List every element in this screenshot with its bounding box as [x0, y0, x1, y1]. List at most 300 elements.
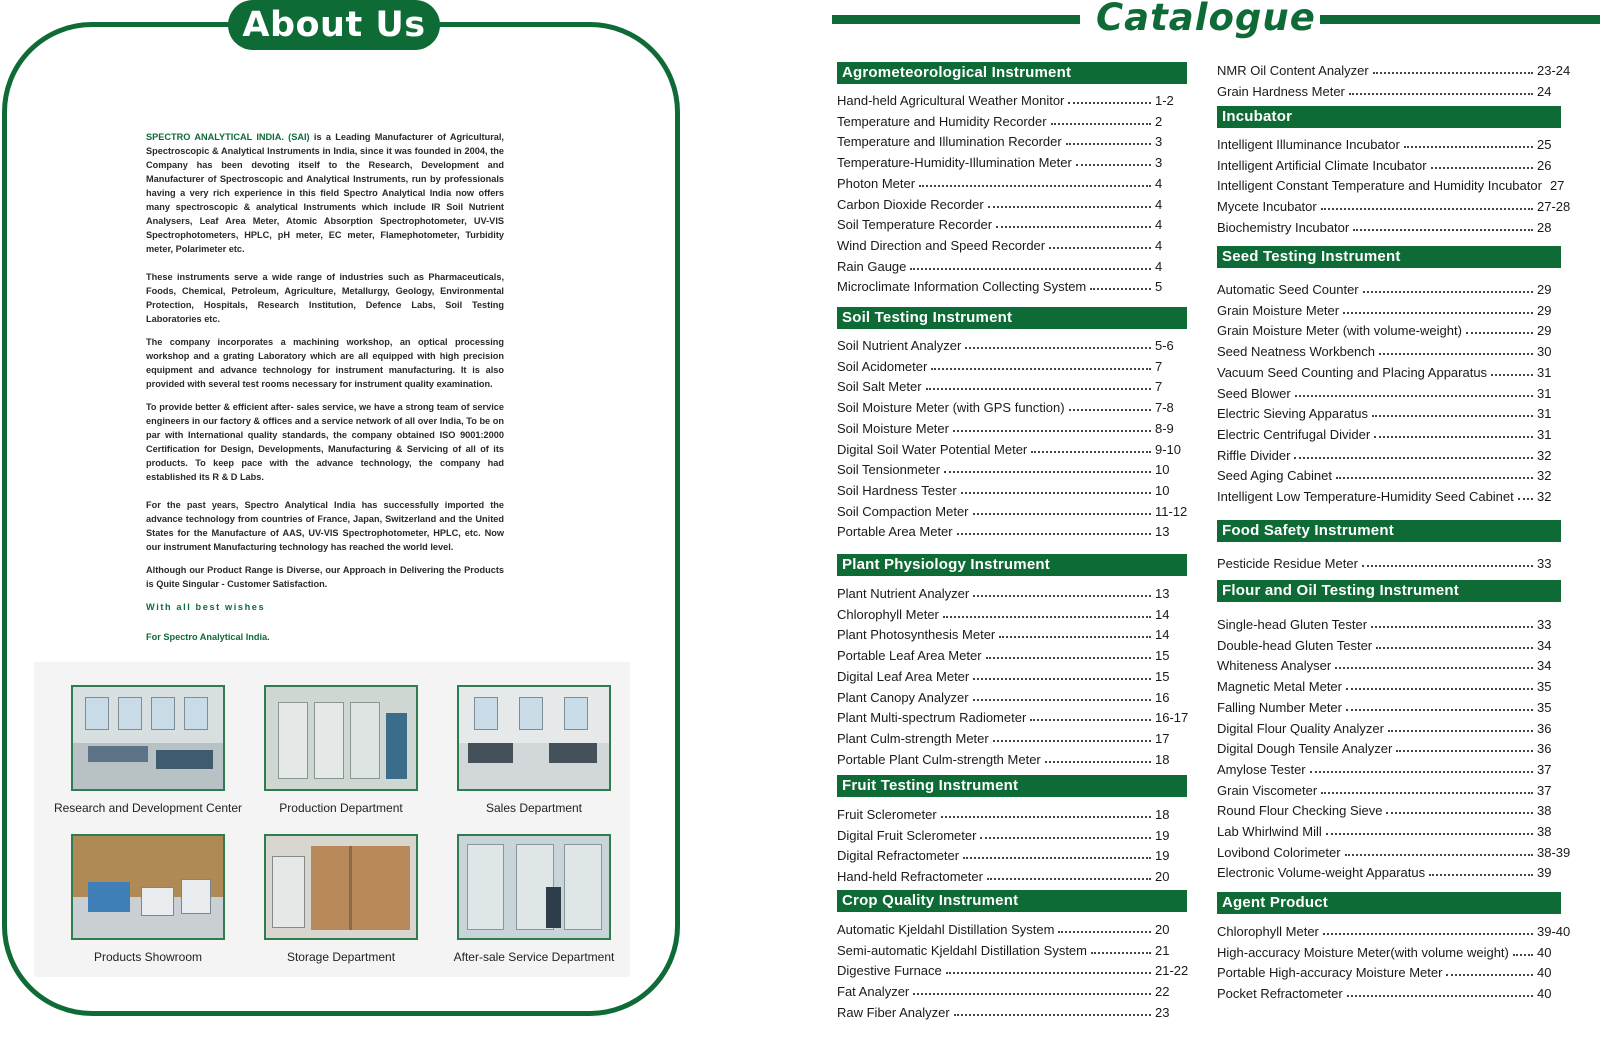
dot-leader: [1031, 451, 1151, 453]
catalogue-entry: [1217, 277, 1567, 297]
catalogue-entry-name: Mycete Incubator: [1217, 199, 1317, 215]
dot-leader: [980, 837, 1151, 839]
dot-leader: [1294, 457, 1533, 459]
catalogue-entry-page: 15: [1155, 648, 1170, 664]
catalogue-entry: [837, 622, 1191, 642]
catalogue-entry-page: 7-8: [1155, 400, 1174, 416]
about-us-text: [146, 130, 504, 653]
catalogue-entry-page: 11-12: [1155, 503, 1188, 519]
catalogue-entry: [837, 192, 1191, 212]
catalogue-entry-name: Digital Soil Water Potential Meter: [837, 441, 1028, 457]
dot-leader: [973, 595, 1151, 597]
catalogue-entry: [837, 1000, 1191, 1020]
catalogue-entry: [1217, 173, 1567, 193]
department-storage: [241, 834, 441, 964]
dot-leader: [1058, 931, 1151, 933]
dot-leader: [963, 857, 1151, 859]
catalogue-entry-page: 28: [1537, 219, 1552, 235]
dot-leader: [1295, 395, 1533, 397]
catalogue-entry-page: 29: [1537, 282, 1552, 297]
dot-leader: [1347, 995, 1533, 997]
catalogue-entry-name: Round Flour Checking Sieve: [1217, 803, 1383, 819]
catalogue-entry: [1217, 819, 1567, 839]
catalogue-entry-name: Temperature and Illumination Recorder: [837, 134, 1062, 150]
catalogue-entry-name: Digital Flour Quality Analyzer: [1217, 720, 1384, 736]
catalogue-entry-page: 35: [1537, 679, 1552, 695]
dot-leader: [1363, 291, 1533, 293]
dot-leader: [1431, 167, 1533, 169]
catalogue-entry: [1217, 736, 1567, 756]
catalogue-entry-page: 5-6: [1155, 338, 1174, 353]
catalogue-entry: [1217, 798, 1567, 818]
dot-leader: [1068, 102, 1151, 104]
catalogue-section-heading: Agent Product: [1217, 892, 1561, 914]
catalogue-section-heading: Plant Physiology Instrument: [837, 554, 1187, 576]
catalogue-entry-name: Grain Hardness Meter: [1217, 83, 1345, 99]
catalogue-entry: [1217, 940, 1567, 960]
catalogue-entry-name: Intelligent Low Temperature-Humidity Seed Cabinet: [1217, 489, 1514, 504]
catalogue-entry: [1217, 79, 1567, 99]
catalogue-entry-page: 23: [1155, 1004, 1170, 1020]
catalogue-entry-page: 31: [1537, 406, 1552, 422]
catalogue-entry: [1217, 318, 1567, 338]
catalogue-entry: [1217, 633, 1567, 653]
catalogue-entry: [1217, 860, 1567, 880]
catalogue-entry-name: Riffle Divider: [1217, 447, 1291, 463]
catalogue-entry-page: 27-28: [1537, 199, 1571, 215]
catalogue-entry: [1217, 132, 1567, 152]
catalogue-entry: [837, 705, 1191, 725]
dot-leader: [941, 816, 1151, 818]
catalogue-entry-name: Rain Gauge: [837, 258, 907, 274]
dot-leader: [961, 492, 1151, 494]
sales-photo: [457, 685, 611, 791]
dot-leader: [973, 513, 1152, 515]
catalogue-entry-page: 14: [1155, 606, 1170, 622]
dot-leader: [1429, 874, 1533, 876]
catalogue-entry: [1217, 463, 1567, 483]
about-paragraph-3: The company incorporates a machining workshop, an optical processing workshop and a grating Laboratory which are all equipped with high precision equipment and advance technology for instrument manufacturing. It is also provided with several test rooms necessary for instrument quality examination.: [146, 337, 504, 389]
catalogue-entry: [837, 109, 1191, 129]
catalogue-entry-name: Digital Leaf Area Meter: [837, 668, 970, 684]
catalogue-entry: [1217, 716, 1567, 736]
catalogue-entry: [1217, 401, 1567, 421]
catalogue-entry-name: Soil Moisture Meter: [837, 420, 949, 436]
catalogue-entry: [837, 726, 1191, 746]
catalogue-entry-page: 4: [1155, 196, 1163, 212]
dot-leader: [1321, 792, 1533, 794]
dot-leader: [946, 972, 1151, 974]
catalogue-entry: [1217, 551, 1567, 571]
dot-leader: [1518, 498, 1533, 500]
catalogue-entry-page: 15: [1155, 668, 1170, 684]
catalogue-entry-name: Fruit Sclerometer: [837, 807, 937, 822]
catalogue-entry-name: Digital Refractometer: [837, 848, 960, 864]
catalogue-entry-name: Biochemistry Incubator: [1217, 219, 1350, 235]
catalogue-entry-page: 9-10: [1155, 441, 1182, 457]
catalogue-rule-right: [1320, 15, 1600, 24]
dot-leader: [1066, 143, 1151, 145]
catalogue-entry-page: 21-22: [1155, 963, 1189, 979]
catalogue-entry-name: Falling Number Meter: [1217, 699, 1342, 715]
catalogue-entry: [837, 581, 1191, 601]
catalogue-entry-name: Hand-held Agricultural Weather Monitor: [837, 93, 1065, 108]
catalogue-entry: [1217, 981, 1567, 1001]
catalogue-entry-page: 21: [1155, 942, 1170, 958]
dot-leader: [1373, 72, 1533, 74]
catalogue-entry-name: Digital Fruit Sclerometer: [837, 827, 977, 843]
department-showroom: [48, 834, 248, 964]
catalogue-entry: [837, 254, 1191, 274]
catalogue-entry-page: 22: [1155, 984, 1170, 1000]
catalogue-entry-name: Chlorophyll Meter: [1217, 924, 1319, 939]
dot-leader: [1345, 854, 1533, 856]
dot-leader: [999, 636, 1151, 638]
dot-leader: [910, 268, 1151, 270]
catalogue-entry-name: Pocket Refractometer: [1217, 986, 1343, 1002]
catalogue-entry: [837, 685, 1191, 705]
catalogue-entry-page: 40: [1537, 986, 1552, 1002]
catalogue-entry-name: Portable Area Meter: [837, 524, 953, 540]
dot-leader: [965, 347, 1151, 349]
catalogue-entry-name: Wind Direction and Speed Recorder: [837, 237, 1046, 253]
catalogue-entry-page: 25: [1537, 137, 1552, 152]
catalogue-entry-page: 36: [1537, 741, 1552, 757]
department-caption: After-sale Service Department: [453, 950, 615, 964]
catalogue-entry: [1217, 381, 1567, 401]
catalogue-entry-name: Electric Sieving Apparatus: [1217, 406, 1369, 422]
storage-photo: [264, 834, 418, 940]
catalogue-entry-name: Whiteness Analyser: [1217, 658, 1332, 674]
dot-leader: [919, 185, 1151, 187]
catalogue-entry: [837, 333, 1191, 353]
dot-leader: [1388, 730, 1533, 732]
catalogue-entry-page: 32: [1537, 489, 1552, 504]
catalogue-entry: [837, 519, 1191, 539]
dot-leader: [1374, 436, 1533, 438]
catalogue-entry: [837, 129, 1191, 149]
catalogue-entry-name: Semi-automatic Kjeldahl Distillation System: [837, 942, 1087, 958]
catalogue-entry: [1217, 778, 1567, 798]
catalogue-entry: [1217, 194, 1571, 215]
catalogue-entry-name: Soil Hardness Tester: [837, 482, 957, 498]
dot-leader: [1049, 247, 1151, 249]
catalogue-entry-page: 38: [1537, 803, 1552, 819]
catalogue-entry-name: Hand-held Refractometer: [837, 869, 983, 885]
catalogue-entry-name: Temperature and Humidity Recorder: [837, 113, 1047, 129]
dot-leader: [1326, 833, 1533, 835]
catalogue-entry-page: 4: [1155, 217, 1163, 233]
dot-leader: [1336, 477, 1533, 479]
catalogue-entry: [1217, 215, 1567, 235]
dot-leader: [944, 471, 1151, 473]
catalogue-entry-page: 8-9: [1155, 420, 1174, 436]
catalogue-entry-name: Digital Dough Tensile Analyzer: [1217, 741, 1393, 757]
rd-center-photo: [71, 685, 225, 791]
dot-leader: [953, 430, 1151, 432]
catalogue-entry-name: Chlorophyll Meter: [837, 606, 939, 622]
department-caption: Production Department: [279, 801, 403, 815]
catalogue-entry: [837, 437, 1191, 457]
catalogue-entry: [1217, 153, 1567, 173]
dot-leader: [913, 993, 1151, 995]
catalogue-entry-name: Soil Tensionmeter: [837, 462, 941, 478]
dot-leader: [996, 226, 1151, 228]
department-production: [241, 685, 441, 815]
dot-leader: [954, 1014, 1151, 1016]
dot-leader: [1386, 812, 1533, 814]
catalogue-entry-name: Plant Culm-strength Meter: [837, 730, 989, 746]
catalogue-entry-name: Electric Centrifugal Divider: [1217, 426, 1371, 442]
dot-leader: [1346, 688, 1533, 690]
catalogue-entry-page: 29: [1537, 323, 1552, 339]
catalogue-entry-page: 31: [1537, 364, 1552, 380]
catalogue-section-heading: Agrometeorological Instrument: [837, 62, 1187, 84]
dot-leader: [1310, 771, 1533, 773]
catalogue-entry: [837, 802, 1191, 822]
catalogue-entry-name: Amylose Tester: [1217, 761, 1306, 777]
catalogue-entry: [837, 938, 1191, 958]
catalogue-entry: [1217, 443, 1567, 463]
catalogue-entry-page: 24: [1537, 83, 1552, 99]
catalogue-entry: [1217, 695, 1567, 715]
catalogue-entry-name: NMR Oil Content Analyzer: [1217, 63, 1369, 78]
catalogue-entry-name: Automatic Seed Counter: [1217, 282, 1359, 297]
dot-leader: [1404, 146, 1533, 148]
department-rd-center: [48, 685, 248, 815]
dot-leader: [1343, 312, 1533, 314]
catalogue-entry-page: 3: [1155, 155, 1163, 171]
about-paragraph-2: These instruments serve a wide range of industries such as Pharmaceuticals, Foods, Chemical, Petroleum, Agriculture, Metallurgy, Geology, Environmental Protection, Hospitals, Research Institution, Defence Labs, Soil Testing Laboratories etc.: [146, 272, 504, 324]
dot-leader: [1446, 974, 1533, 976]
company-name: SPECTRO ANALYTICAL INDIA. (SAI): [146, 132, 310, 142]
catalogue-entry-name: Soil Acidometer: [837, 358, 928, 374]
catalogue-entry-page: 7: [1155, 379, 1163, 395]
catalogue-entry-name: Seed Blower: [1217, 385, 1291, 401]
catalogue-entry-name: Soil Temperature Recorder: [837, 217, 993, 233]
dot-leader: [931, 368, 1151, 370]
catalogue-entry-page: 19: [1155, 827, 1170, 843]
dot-leader: [1091, 952, 1151, 954]
catalogue-entry-name: Soil Moisture Meter (with GPS function): [837, 400, 1065, 416]
dot-leader: [988, 206, 1151, 208]
catalogue-entry-name: Single-head Gluten Tester: [1217, 617, 1368, 632]
catalogue-entry-page: 4: [1155, 258, 1163, 274]
wishes-line: With all best wishes: [146, 602, 266, 612]
catalogue-entry-page: 34: [1537, 658, 1552, 674]
catalogue-entry: [837, 917, 1191, 937]
after-sale-photo: [457, 834, 611, 940]
catalogue-entry-page: 20: [1155, 869, 1170, 885]
catalogue-entry-name: Intelligent Artificial Climate Incubator: [1217, 157, 1427, 173]
catalogue-entry-name: Seed Neatness Workbench: [1217, 344, 1376, 360]
department-sales: [434, 685, 634, 815]
dot-leader: [1069, 409, 1151, 411]
catalogue-entry: [837, 823, 1191, 843]
catalogue-entry-page: 33: [1537, 556, 1552, 571]
catalogue-entry-name: Pesticide Residue Meter: [1217, 556, 1358, 571]
catalogue-entry-page: 1-2: [1155, 93, 1174, 108]
dot-leader: [987, 878, 1151, 880]
catalogue-entry-page: 3: [1155, 134, 1163, 150]
catalogue-entry-page: 5: [1155, 279, 1163, 295]
about-paragraph-6: Although our Product Range is Diverse, our Approach in Delivering the Products is Quite Singular - Customer Satisfaction.: [146, 565, 504, 589]
catalogue-entry-page: 10: [1155, 482, 1170, 498]
catalogue-entry-name: Portable Leaf Area Meter: [837, 648, 982, 664]
catalogue-entry-page: 31: [1537, 385, 1552, 401]
catalogue-entry-page: 7: [1155, 358, 1163, 374]
dot-leader: [1371, 626, 1533, 628]
catalogue-entry-name: Automatic Kjeldahl Distillation System: [837, 922, 1055, 937]
dot-leader: [957, 533, 1151, 535]
catalogue-entry-page: 38-39: [1537, 844, 1571, 860]
catalogue-entry: [837, 88, 1191, 108]
dot-leader: [1396, 750, 1533, 752]
dot-leader: [1362, 565, 1533, 567]
catalogue-entry-name: Seed Aging Cabinet: [1217, 468, 1332, 484]
catalogue-entry: [1217, 653, 1567, 673]
department-caption: Sales Department: [485, 801, 583, 815]
catalogue-entry-page: 27: [1549, 178, 1565, 194]
catalogue-entry-page: 19: [1155, 848, 1170, 864]
dot-leader: [1030, 719, 1151, 721]
about-us-title: About Us: [228, 0, 440, 50]
catalogue-entry-page: 4: [1155, 175, 1163, 191]
catalogue-entry-page: 26: [1537, 157, 1552, 173]
catalogue-entry: [1217, 484, 1567, 504]
catalogue-section-heading: Crop Quality Instrument: [837, 890, 1187, 912]
catalogue-entry: [837, 212, 1191, 232]
dot-leader: [943, 616, 1151, 618]
catalogue-entry-page: 16-17: [1155, 710, 1189, 726]
catalogue-entry-page: 13: [1155, 586, 1170, 601]
catalogue-entry-page: 40: [1537, 965, 1552, 981]
catalogue-entry: [837, 643, 1191, 663]
dot-leader: [1466, 332, 1533, 334]
dot-leader: [1090, 288, 1151, 290]
catalogue-entry-page: 29: [1537, 302, 1552, 318]
catalogue-entry: [837, 478, 1191, 498]
catalogue-section-heading: Incubator: [1217, 106, 1561, 128]
production-photo: [264, 685, 418, 791]
catalogue-entry-name: Intelligent Illuminance Incubator: [1217, 137, 1400, 152]
catalogue-entry: [1217, 298, 1567, 318]
catalogue-entry-page: 32: [1537, 447, 1552, 463]
catalogue-entry-name: Plant Nutrient Analyzer: [837, 586, 970, 601]
department-caption: Storage Department: [286, 950, 396, 964]
catalogue-entry-name: Magnetic Metal Meter: [1217, 679, 1342, 695]
dot-leader: [1376, 647, 1533, 649]
catalogue-entry-name: Lovibond Colorimeter: [1217, 844, 1341, 860]
catalogue-entry: [837, 354, 1191, 374]
dot-leader: [973, 678, 1151, 680]
catalogue-entry-page: 10: [1155, 462, 1170, 478]
showroom-photo: [71, 834, 225, 940]
catalogue-entry-name: Plant Photosynthesis Meter: [837, 627, 996, 643]
dot-leader: [1349, 93, 1533, 95]
dot-leader: [973, 699, 1151, 701]
catalogue-entry: [1217, 674, 1567, 694]
catalogue-entry: [837, 374, 1191, 394]
catalogue-entry-page: 40: [1537, 944, 1552, 960]
catalogue-entry-page: 39: [1537, 865, 1552, 881]
catalogue-entry-name: Microclimate Information Collecting System: [837, 279, 1087, 295]
dot-leader: [1323, 933, 1533, 935]
catalogue-entry-name: Fat Analyzer: [837, 984, 910, 1000]
catalogue-entry-name: Double-head Gluten Tester: [1217, 637, 1373, 653]
catalogue-entry-page: 14: [1155, 627, 1170, 643]
dot-leader: [1513, 954, 1533, 956]
department-caption: Research and Development Center: [53, 801, 243, 815]
catalogue-entry: [1217, 339, 1567, 359]
dot-leader: [926, 388, 1151, 390]
catalogue-entry: [1217, 360, 1567, 380]
catalogue-entry: [1217, 757, 1567, 777]
catalogue-entry: [1217, 612, 1567, 632]
catalogue-entry-page: 16: [1155, 689, 1170, 705]
catalogue-entry-name: Electronic Volume-weight Apparatus: [1217, 865, 1426, 881]
dot-leader: [1321, 208, 1533, 210]
catalogue-entry-page: 35: [1537, 699, 1552, 715]
catalogue-entry-name: Photon Meter: [837, 175, 916, 191]
catalogue-entry-page: 18: [1155, 807, 1170, 822]
department-caption: Products Showroom: [93, 950, 203, 964]
dot-leader: [1045, 761, 1151, 763]
catalogue-entry: [1217, 422, 1567, 442]
dot-leader: [1379, 353, 1533, 355]
catalogue-entry-page: 30: [1537, 344, 1552, 360]
about-paragraph-4: To provide better & efficient after- sales service, we have a strong team of service engineers in our factory & offices and a service network of all over India, To be on par with International quality standards, the company obtained ISO 9001:2000 Certification for Design, Developments, Manufacturing & Servicing of all of its products. To keep pace with the advance technology, the company had established its R & D Labs.: [146, 402, 504, 482]
dot-leader: [986, 657, 1151, 659]
about-paragraph-5: For the past years, Spectro Analytical India has successfully imported the advance technology from countries of France, Japan, Switzerland and the United States for the Manufacture of AAS, UV-VIS Spectrophotometer, HPLC, etc. Now our instrument Manufacturing technology has reached the world level.: [146, 500, 504, 552]
catalogue-entry-page: 13: [1155, 524, 1170, 540]
catalogue-entry-page: 34: [1537, 637, 1552, 653]
catalogue-entry-name: Grain Moisture Meter: [1217, 302, 1340, 318]
catalogue-entry-page: 37: [1537, 761, 1552, 777]
catalogue-entry-page: 36: [1537, 720, 1552, 736]
catalogue-entry-name: Digestive Furnace: [837, 963, 942, 979]
signoff-line: For Spectro Analytical India.: [146, 632, 270, 642]
catalogue-entry: [1217, 58, 1571, 78]
catalogue-entry-page: 20: [1155, 922, 1170, 937]
dot-leader: [1353, 229, 1533, 231]
catalogue-rule-left: [832, 15, 1080, 24]
catalogue-section-heading: Fruit Testing Instrument: [837, 775, 1187, 797]
catalogue-entry: [837, 664, 1191, 684]
catalogue-entry: [837, 747, 1191, 767]
catalogue-entry: [837, 843, 1191, 863]
catalogue-entry-name: Raw Fiber Analyzer: [837, 1004, 950, 1020]
catalogue-entry-name: Carbon Dioxide Recorder: [837, 196, 984, 212]
catalogue-entry-name: High-accuracy Moisture Meter(with volume weight): [1217, 944, 1509, 960]
department-after-sale: [434, 834, 634, 964]
catalogue-entry-page: 39-40: [1537, 924, 1571, 939]
catalogue-entry: [1217, 960, 1567, 980]
dot-leader: [1076, 164, 1151, 166]
catalogue-entry-page: 37: [1537, 782, 1552, 798]
catalogue-entry-name: Soil Compaction Meter: [837, 503, 969, 519]
dot-leader: [1372, 415, 1533, 417]
catalogue-entry-page: 23-24: [1537, 63, 1571, 78]
catalogue-entry-name: Soil Nutrient Analyzer: [837, 338, 962, 353]
catalogue-entry: [837, 958, 1191, 978]
catalogue-section-heading: Flour and Oil Testing Instrument: [1217, 580, 1561, 602]
dot-leader: [1346, 709, 1533, 711]
catalogue-entry-page: 4: [1155, 237, 1163, 253]
catalogue-entry-page: 33: [1537, 617, 1552, 632]
dot-leader: [1051, 123, 1151, 125]
catalogue-entry: [837, 864, 1191, 884]
